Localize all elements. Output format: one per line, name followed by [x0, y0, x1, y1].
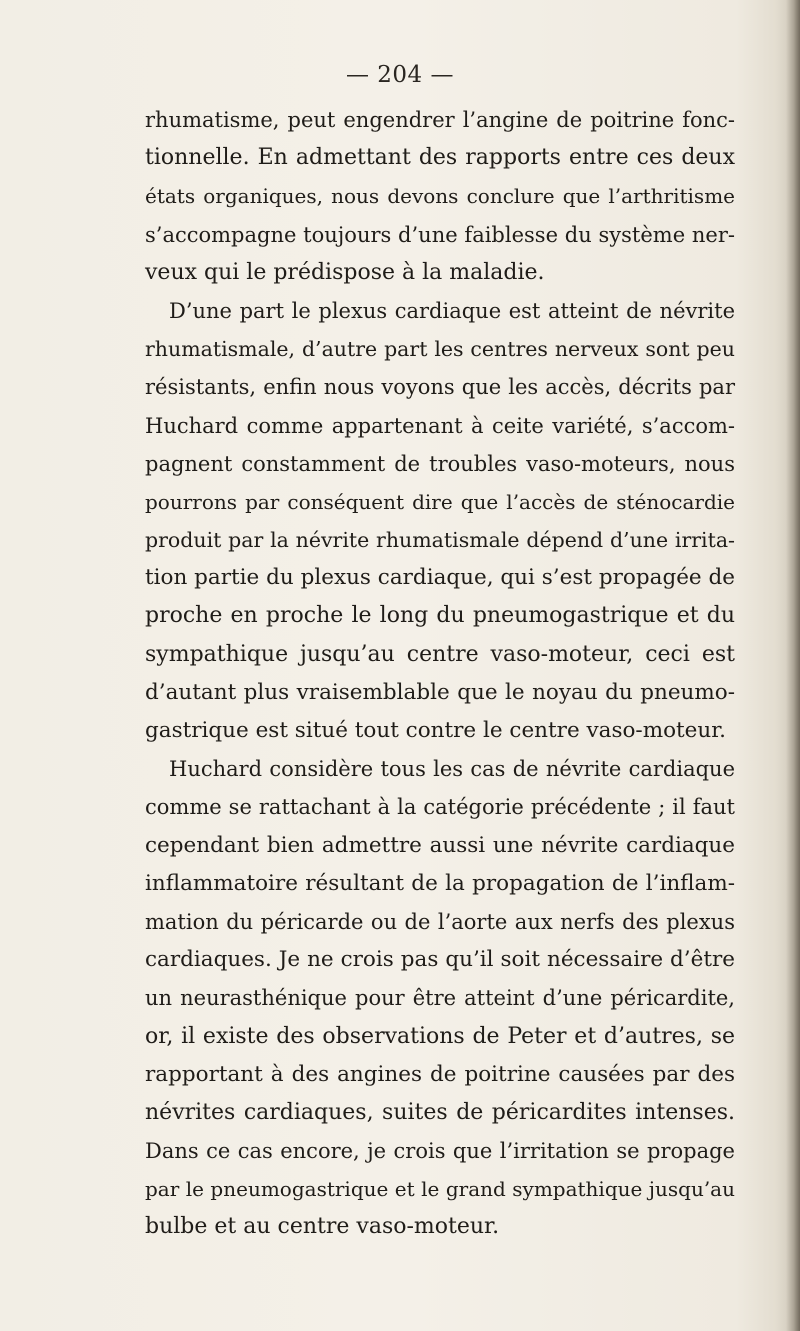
text-line: névrites cardiaques, suites de péricardites intenses.: [145, 1099, 735, 1125]
text-line: résistants, enfin nous voyons que les accès, décrits par: [145, 375, 735, 400]
text-line: bulbe et au centre vaso-moteur.: [145, 1214, 500, 1240]
text-line: Dans ce cas encore, je crois que l’irritation se propage: [145, 1139, 735, 1164]
text-line: D’une part le plexus cardiaque est atteint de névrite: [169, 298, 735, 323]
text-line: états organiques, nous devons conclure que l’arthritisme: [145, 184, 735, 209]
text-line: produit par la névrite rhumatismale dépend d’une irrita-: [145, 528, 735, 553]
text-line: d’autant plus vraisemblable que le noyau du pneumo-: [145, 679, 735, 705]
text-line: tionnelle. En admettant des rapports entre ces deux: [145, 145, 735, 171]
text-line: rhumatisme, peut engendrer l’angine de poitrine fonc-: [145, 108, 735, 132]
text-line: Huchard considère tous les cas de névrite cardiaque: [169, 757, 735, 782]
text-line: pourrons par conséquent dire que l’accès de sténocardie: [145, 489, 735, 514]
text-line: pagnent constamment de troubles vaso-moteurs, nous: [145, 451, 735, 476]
text-line: mation du péricarde ou de l’aorte aux nerfs des plexus: [145, 909, 735, 934]
text-line: Huchard comme appartenant à ceite variété, s’accom-: [145, 413, 735, 438]
text-line: inflammatoire résultant de la propagation de l’inflam-: [145, 870, 735, 896]
text-line: veux qui le prédispose à la maladie.: [145, 259, 545, 285]
text-line: cependant bien admettre aussi une névrite cardiaque: [145, 832, 735, 858]
text-line: rapportant à des angines de poitrine causées par des: [145, 1061, 735, 1087]
page-edge-shadow: [786, 0, 800, 1331]
text-line: s’accompagne toujours d’une faiblesse du système ner-: [145, 222, 735, 247]
text-line: tion partie du plexus cardiaque, qui s’est propagée de: [145, 565, 735, 591]
text-line: rhumatismale, d’autre part les centres nerveux sont peu: [145, 337, 735, 362]
text-line: comme se rattachant à la catégorie précédente ; il faut: [145, 795, 735, 820]
text-line: proche en proche le long du pneumogastrique et du: [145, 603, 735, 629]
text-line: cardiaques. Je ne crois pas qu’il soit nécessaire d’être: [145, 947, 735, 973]
body-text: [145, 101, 735, 1247]
text-line: sympathique jusqu’au centre vaso-moteur, ceci est: [145, 641, 735, 667]
page-number: — 204 —: [345, 62, 455, 88]
text-line: un neurasthénique pour être atteint d’une péricardite,: [145, 986, 735, 1011]
text-line: or, il existe des observations de Peter et d’autres, se: [145, 1023, 735, 1049]
text-line: par le pneumogastrique et le grand sympathique jusqu’au: [145, 1177, 735, 1202]
text-line: gastrique est situé tout contre le centre vaso-moteur.: [145, 718, 726, 743]
